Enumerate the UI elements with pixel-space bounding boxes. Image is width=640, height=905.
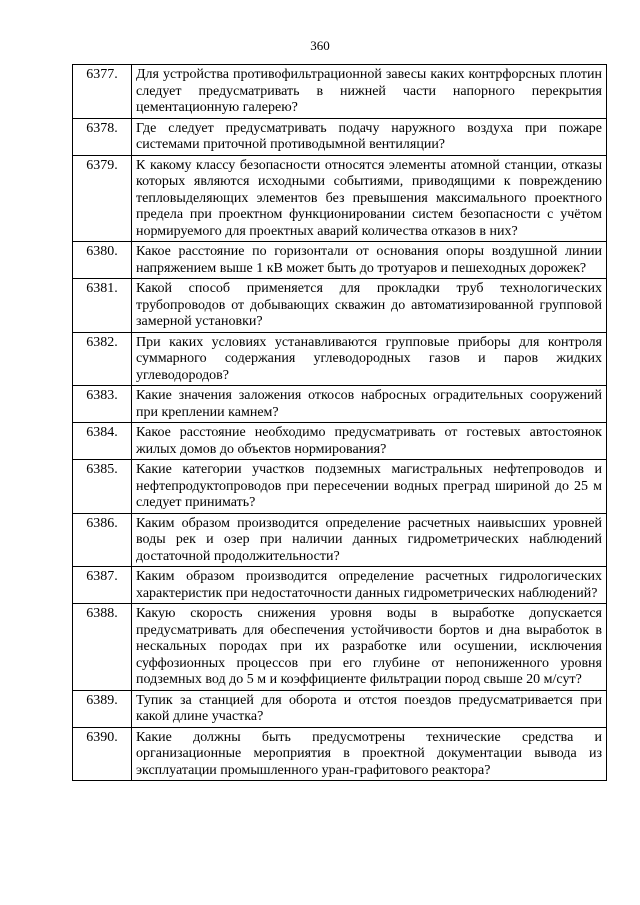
question-text: Каким образом производится определение расчетных наивысших уровней воды рек и озер при наличии данных гидрометрических наблюдений достаточной продолжительности? [132, 513, 607, 567]
question-text: Какие значения заложения откосов набросных оградительных сооружений при креплении камнем? [132, 386, 607, 423]
table-row [73, 386, 607, 423]
question-text: Где следует предусматривать подачу наружного воздуха при пожаре системами приточной противодымной вентиляции? [132, 118, 607, 155]
question-number: 6377. [73, 65, 132, 119]
question-number: 6381. [73, 279, 132, 333]
question-text: Какие категории участков подземных магистральных нефтепроводов и нефтепродуктопроводов при пересечении водных преград шириной до 25 м следует принимать? [132, 460, 607, 514]
question-number: 6379. [73, 155, 132, 242]
question-text: При каких условиях устанавливаются групповые приборы для контроля суммарного содержания углеводородных газов и паров жидких углеводородов? [132, 332, 607, 386]
question-number: 6386. [73, 513, 132, 567]
table-row [73, 567, 607, 604]
table-row [73, 118, 607, 155]
question-number: 6382. [73, 332, 132, 386]
questions-table [72, 64, 607, 781]
question-number: 6389. [73, 690, 132, 727]
question-number: 6384. [73, 423, 132, 460]
question-text: Какие должны быть предусмотрены технические средства и организационные мероприятия в проектной документации вывода из эксплуатации промышленного уран-графитового реактора? [132, 727, 607, 781]
table-row [73, 513, 607, 567]
question-text: Какой способ применяется для прокладки труб технологических трубопроводов от добывающих скважин до автоматизированной групповой замерной установки? [132, 279, 607, 333]
question-text: Какое расстояние по горизонтали от основания опоры воздушной линии напряжением выше 1 кВ может быть до тротуаров и пешеходных дорожек? [132, 242, 607, 279]
question-text: Какое расстояние необходимо предусматривать от гостевых автостоянок жилых домов до объектов нормирования? [132, 423, 607, 460]
page-number: 360 [310, 38, 330, 53]
table-row [73, 332, 607, 386]
question-text: Для устройства противофильтрационной завесы каких контрфорсных плотин следует предусматривать в нижней части напорного перекрытия цементационную галерею? [132, 65, 607, 119]
table-row [73, 604, 607, 691]
question-number: 6390. [73, 727, 132, 781]
question-number: 6388. [73, 604, 132, 691]
question-text: Какую скорость снижения уровня воды в выработке допускается предусматривать для обеспечения устойчивости бортов и дна выработок в нескальных породах при их разработке или осушении, исключения суффозионных процессов при его глубине от непониженного уровня подземных вод до 5 м и коэффициенте фильтрации пород свыше 20 м/сут? [132, 604, 607, 691]
question-text: К какому классу безопасности относятся элементы атомной станции, отказы которых являются исходными событиями, приводящими к повреждению тепловыделяющих элементов без превышения максимального проектного предела при проектном функционировании систем безопасности с учётом нормируемого для проектных аварий количества отказов в них? [132, 155, 607, 242]
table-row [73, 727, 607, 781]
table-row [73, 242, 607, 279]
question-number: 6380. [73, 242, 132, 279]
question-number: 6385. [73, 460, 132, 514]
question-text: Тупик за станцией для оборота и отстоя поездов предусматривается при какой длине участка? [132, 690, 607, 727]
question-number: 6383. [73, 386, 132, 423]
table-row [73, 65, 607, 119]
question-text: Каким образом производится определение расчетных гидрологических характеристик при недостаточности данных гидрометрических наблюдений? [132, 567, 607, 604]
table-row [73, 460, 607, 514]
question-number: 6378. [73, 118, 132, 155]
table-row [73, 423, 607, 460]
table-row [73, 279, 607, 333]
question-number: 6387. [73, 567, 132, 604]
table-row [73, 155, 607, 242]
table-row [73, 690, 607, 727]
